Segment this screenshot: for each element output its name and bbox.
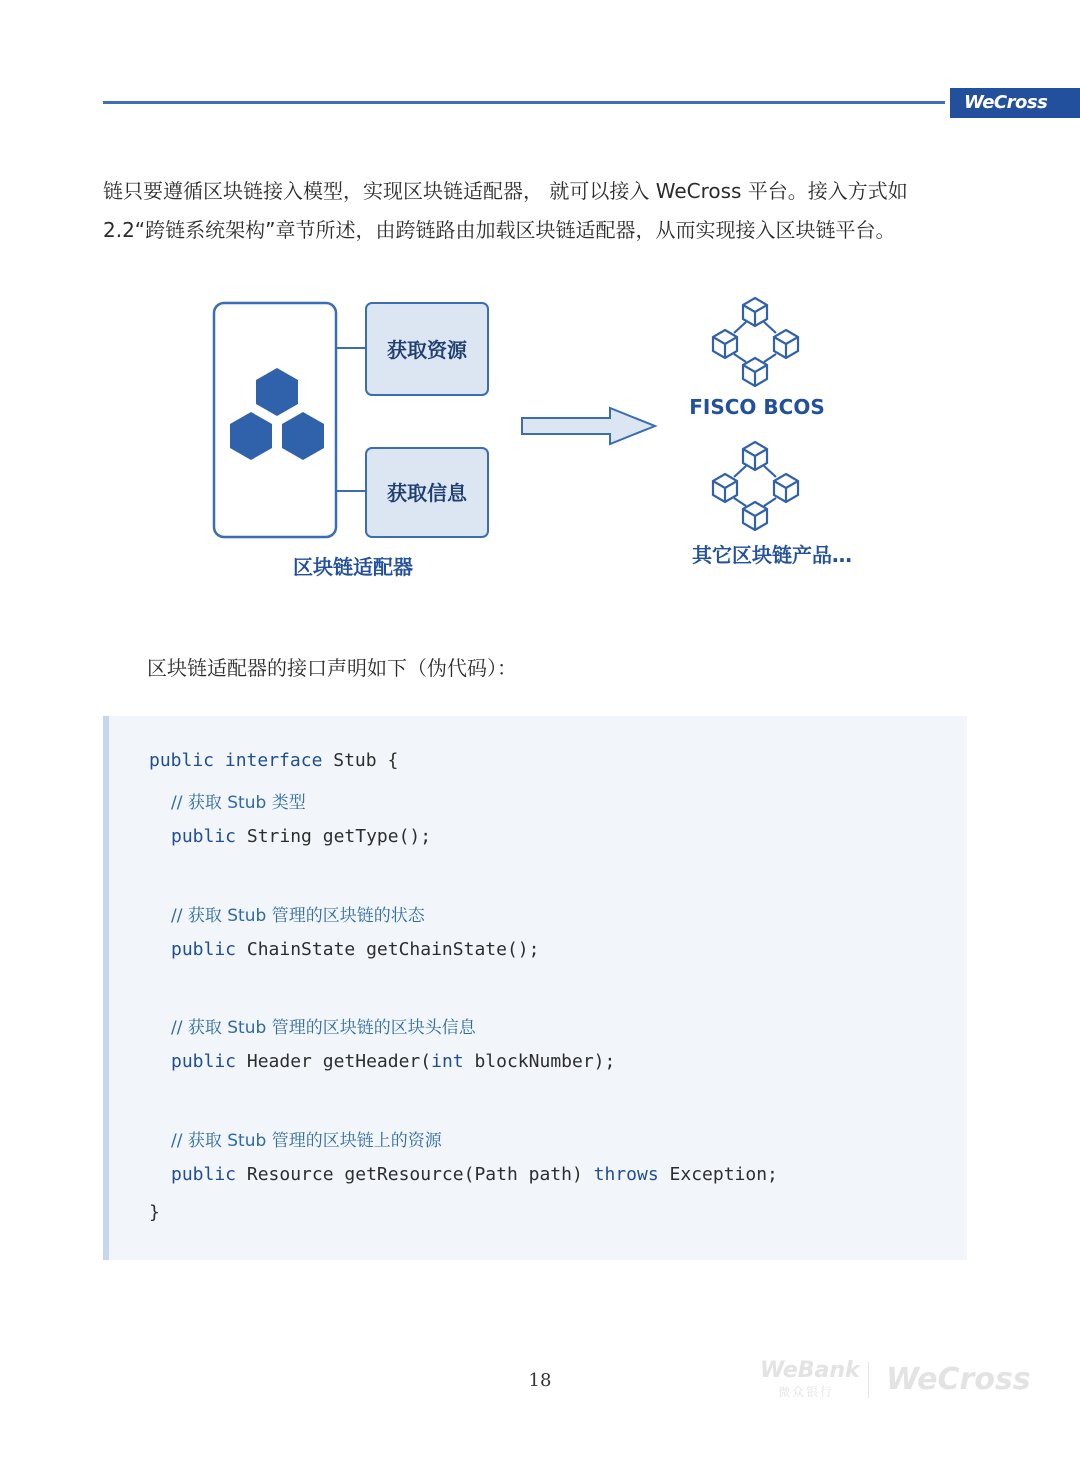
- code-text: Resource getResource(Path path): [236, 1164, 594, 1185]
- code-keyword: public: [171, 826, 237, 847]
- code-text: ChainState getChainState();: [236, 939, 540, 960]
- page-number: 18: [528, 1370, 552, 1391]
- code-closing-brace: }: [149, 1202, 160, 1223]
- body-paragraph: [103, 172, 993, 250]
- code-block: [103, 716, 967, 1260]
- wecross-logo: WeCross: [950, 88, 1080, 118]
- code-line-gettype: [171, 826, 431, 847]
- get-info-label: 获取信息: [387, 481, 467, 505]
- get-resource-label: 获取资源: [387, 338, 467, 362]
- blockchain-network-icon-2: [713, 442, 798, 530]
- code-keyword: throws: [593, 1164, 659, 1185]
- wecross-footer-logo: WeCross: [886, 1362, 1031, 1397]
- paragraph-line-2: 2.2“跨链系统架构”章节所述，由跨链路由加载区块链适配器，从而实现接入区块链平台。: [103, 218, 896, 242]
- code-text: String getType();: [236, 826, 432, 847]
- webank-cn-logo: 微众银行: [778, 1385, 835, 1399]
- arrow-right-icon: [522, 408, 655, 444]
- webank-logo: WeBank: [760, 1358, 860, 1383]
- code-comment: // 获取 Stub 管理的区块链上的资源: [171, 1131, 442, 1151]
- code-comment: // 获取 Stub 管理的区块链的状态: [171, 906, 425, 926]
- code-line-getheader: [171, 1051, 615, 1072]
- code-line-getchainstate: [171, 939, 539, 960]
- code-text: Stub {: [322, 750, 399, 771]
- footer-logo: [760, 1358, 1050, 1404]
- paragraph-line-1: 链只要遵循区块链接入模型，实现区块链适配器， 就可以接入 WeCross 平台。接入方式如: [103, 179, 908, 203]
- adapter-label: 区块链适配器: [293, 555, 413, 579]
- adapter-container: [214, 303, 336, 537]
- other-chains-label: 其它区块链产品…: [692, 543, 852, 567]
- blockchain-network-icon-1: [713, 298, 798, 386]
- code-keyword: public: [171, 939, 237, 960]
- code-keyword: public: [171, 1051, 237, 1072]
- code-keyword: public: [171, 1164, 237, 1185]
- code-comment: // 获取 Stub 管理的区块链的区块头信息: [171, 1018, 476, 1038]
- fisco-bcos-label: FISCO BCOS: [689, 395, 825, 419]
- code-keyword: int: [431, 1051, 464, 1072]
- code-block-bar: [103, 716, 109, 1260]
- code-text: Exception;: [658, 1164, 778, 1185]
- code-keyword: interface: [224, 750, 323, 771]
- header-rule: [103, 101, 945, 104]
- code-text: blockNumber);: [463, 1051, 616, 1072]
- code-keyword: public: [149, 750, 215, 771]
- logo-divider: [868, 1362, 869, 1398]
- code-line-interface: [149, 750, 398, 771]
- code-line-getresource: [171, 1164, 778, 1185]
- code-intro: 区块链适配器的接口声明如下（伪代码）：: [147, 656, 517, 680]
- adapter-diagram: [0, 290, 1080, 590]
- code-text: Header getHeader(: [236, 1051, 432, 1072]
- code-comment: // 获取 Stub 类型: [171, 793, 306, 813]
